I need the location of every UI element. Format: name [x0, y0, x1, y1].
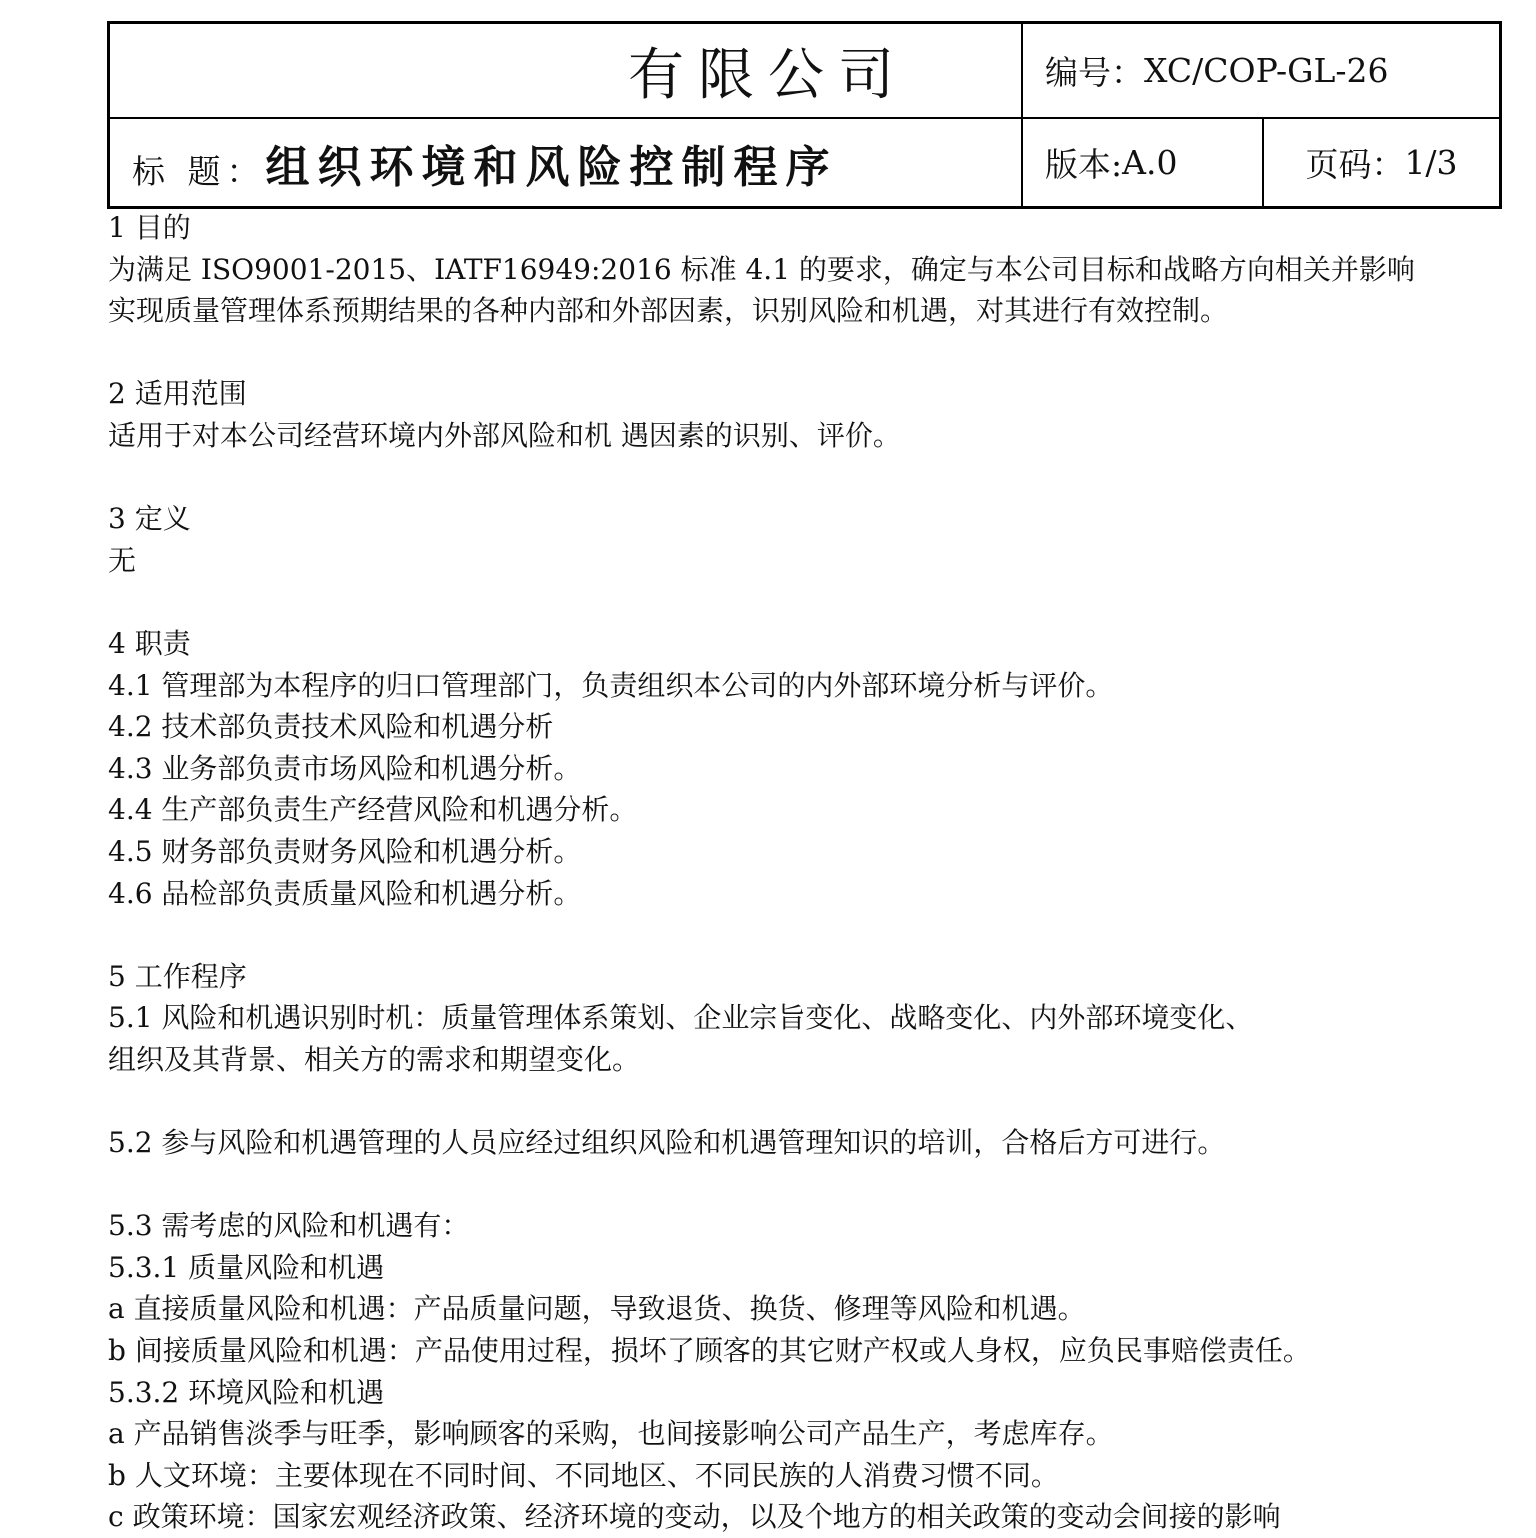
subsection-heading: 5.3.2 环境风险和机遇 — [108, 1375, 385, 1409]
page-number-cell — [1264, 119, 1499, 206]
paragraph-line: 无 — [108, 543, 137, 577]
company-name-cell — [110, 24, 1023, 119]
list-item: 4.6 品检部负责质量风险和机遇分析。 — [108, 876, 582, 910]
company-name: 有限公司 — [628, 42, 908, 108]
list-item: c 政策环境：国家宏观经济政策、经济环境的变动，以及个地方的相关政策的变动会间接的影响 — [108, 1500, 1281, 1534]
document-body — [108, 207, 1508, 1538]
paragraph-line: 为满足 ISO9001-2015、IATF16949:2016 标准 4.1 的要求，确定与本公司目标和战略方向相关并影响 — [108, 252, 1415, 286]
list-item: a 产品销售淡季与旺季，影响顾客的采购，也间接影响公司产品生产，考虑库存。 — [108, 1417, 1114, 1451]
paragraph-line: 组织及其背景、相关方的需求和期望变化。 — [108, 1042, 641, 1076]
list-item: 4.4 生产部负责生产经营风险和机遇分析。 — [108, 793, 638, 827]
blank-line — [108, 457, 1508, 499]
list-item: b 间接质量风险和机遇：产品使用过程，损坏了顾客的其它财产权或人身权，应负民事赔偿责任。 — [108, 1334, 1311, 1368]
section-heading: 1 目的 — [108, 211, 191, 244]
section-heading: 2 适用范围 — [108, 377, 247, 411]
version-label: 版本: — [1045, 145, 1123, 184]
paragraph-line: 实现质量管理体系预期结果的各种内部和外部因素，识别风险和机遇，对其进行有效控制。 — [108, 294, 1229, 328]
section-heading: 5 工作程序 — [108, 959, 247, 993]
list-item: b 人文环境：主要体现在不同时间、不同地区、不同民族的人消费习惯不同。 — [108, 1458, 1059, 1492]
document-code-value: XC/COP-GL-26 — [1144, 51, 1389, 90]
blank-line — [108, 914, 1508, 956]
subsection-heading: 5.3.1 质量风险和机遇 — [108, 1250, 385, 1284]
document-code-label: 编号： — [1045, 53, 1144, 92]
page-number-value: 1/3 — [1404, 143, 1458, 182]
blank-line — [108, 1080, 1508, 1122]
document-title-label: 标 题： — [132, 152, 266, 191]
list-item: 4.3 业务部负责市场风险和机遇分析。 — [108, 751, 582, 785]
document-title: 组织环境和风险控制程序 — [265, 141, 838, 193]
list-item: 4.5 财务部负责财务风险和机遇分析。 — [108, 834, 582, 868]
list-item: 4.1 管理部为本程序的归口管理部门，负责组织本公司的内外部环境分析与评价。 — [108, 668, 1114, 702]
version-value: A.0 — [1122, 143, 1178, 182]
blank-line — [108, 581, 1508, 623]
paragraph-line: 5.1 风险和机遇识别时机：质量管理体系策划、企业宗旨变化、战略变化、内外部环境变化、 — [108, 1001, 1254, 1035]
paragraph-line: 5.2 参与风险和机遇管理的人员应经过组织风险和机遇管理知识的培训，合格后方可进行。 — [108, 1126, 1226, 1160]
document-header-table — [107, 21, 1502, 209]
page-number-label: 页码： — [1305, 145, 1405, 184]
section-heading: 4 职责 — [108, 626, 191, 660]
blank-line — [108, 1164, 1508, 1206]
blank-line — [108, 332, 1508, 374]
section-heading: 3 定义 — [108, 502, 191, 536]
paragraph-line: 5.3 需考虑的风险和机遇有： — [108, 1209, 470, 1243]
version-cell — [1023, 119, 1264, 206]
document-code-cell — [1023, 24, 1499, 119]
list-item: 4.2 技术部负责技术风险和机遇分析 — [108, 710, 554, 744]
paragraph-line: 适用于对本公司经营环境内外部风险和机 遇因素的识别、评价。 — [108, 418, 901, 452]
list-item: a 直接质量风险和机遇：产品质量问题，导致退货、换货、修理等风险和机遇。 — [108, 1292, 1086, 1326]
document-title-cell — [110, 119, 1023, 206]
